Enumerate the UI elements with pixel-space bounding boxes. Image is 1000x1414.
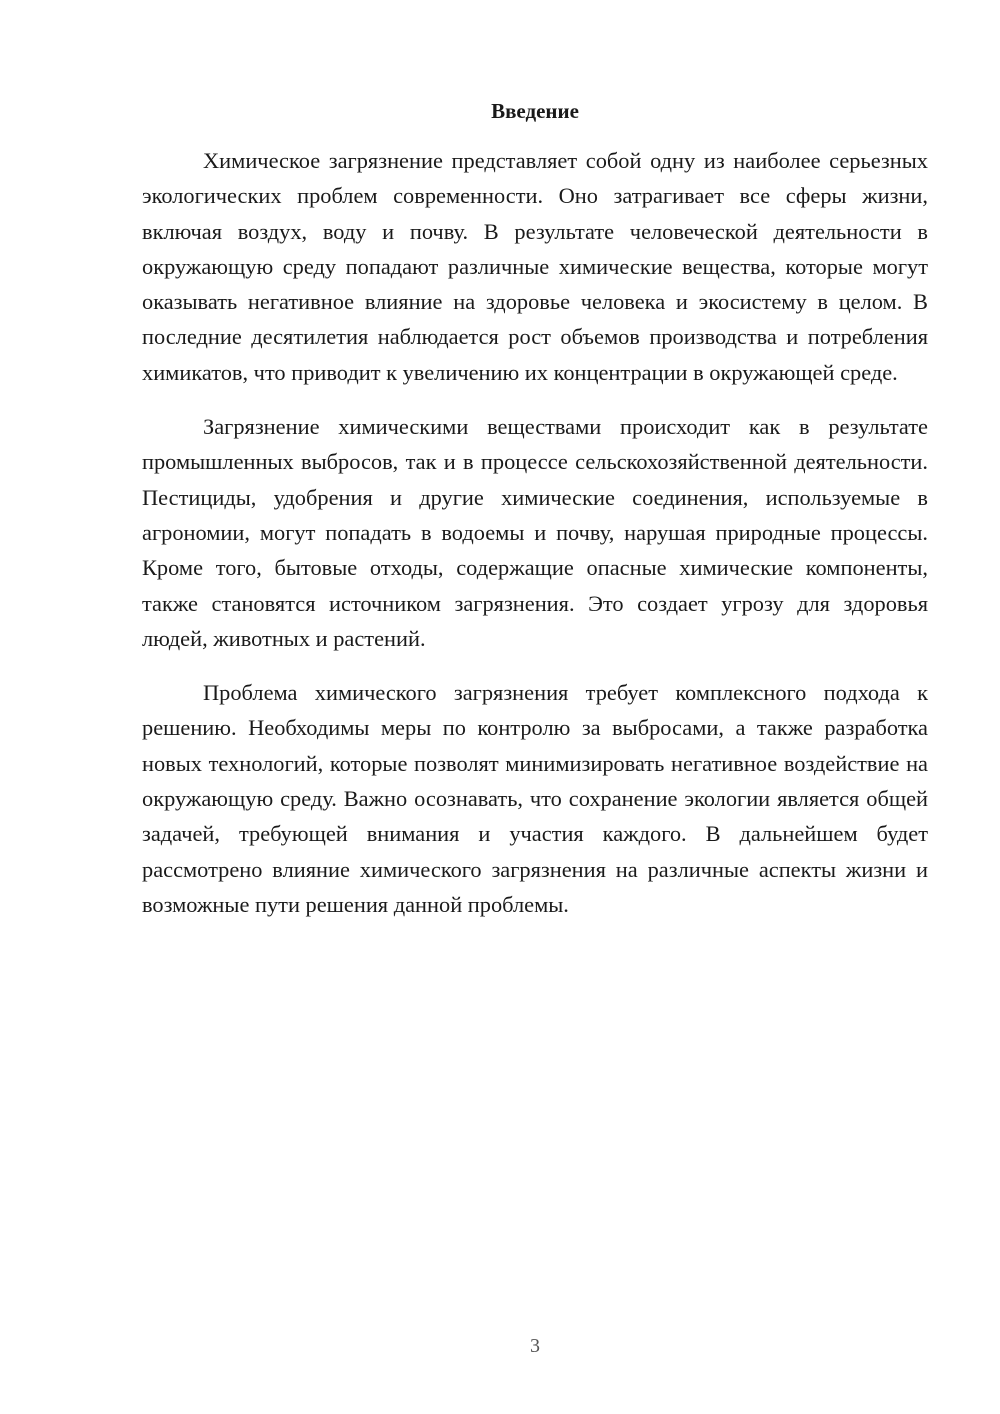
paragraph-1: Химическое загрязнение представляет собой одну из наиболее серьезных экологических проблем современности. Оно затрагивает все сферы жизни, включая воздух, воду и почву. В результате человеческой деятельности в окружающую среду попадают различные химические вещества, которые могут оказывать негативное влияние на здоровье человека и экосистему в целом. В последние десятилетия наблюдается рост объемов производства и потребления химикатов, что приводит к увеличению их концентрации в окружающей среде.: [142, 148, 928, 385]
body-text: [142, 143, 928, 941]
page-number: 3: [530, 1335, 540, 1357]
paragraph-2: Загрязнение химическими веществами происходит как в результате промышленных выбросов, так и в процессе сельскохозяйственной деятельности. Пестициды, удобрения и другие химические соединения, используемые в агрономии, могут попадать в водоемы и почву, нарушая природные процессы. Кроме того, бытовые отходы, содержащие опасные химические компоненты, также становятся источником загрязнения. Это создает угрозу для здоровья людей, животных и растений.: [142, 414, 928, 651]
page-title: Введение: [491, 99, 579, 123]
paragraph-3: Проблема химического загрязнения требует комплексного подхода к решению. Необходимы меры по контролю за выбросами, а также разработка новых технологий, которые позволят минимизировать негативное воздействие на окружающую среду. Важно осознавать, что сохранение экологии является общей задачей, требующей внимания и участия каждого. В дальнейшем будет рассмотрено влияние химического загрязнения на различные аспекты жизни и возможные пути решения данной проблемы.: [142, 680, 928, 917]
